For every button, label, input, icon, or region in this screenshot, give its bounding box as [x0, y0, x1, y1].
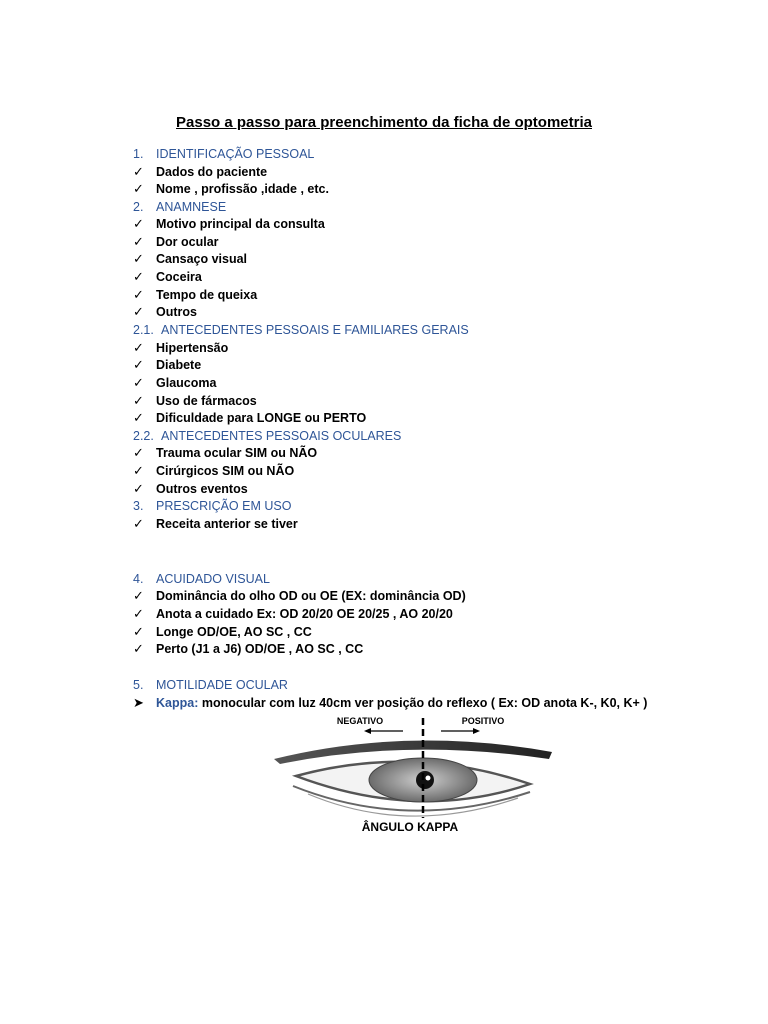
section-label: ACUIDADO VISUAL: [156, 572, 270, 586]
section-label: ANTECEDENTES PESSOAIS OCULARES: [161, 429, 402, 443]
section-number: 1.: [133, 147, 144, 161]
pupil: [416, 771, 434, 789]
item-text: Outros eventos: [156, 482, 248, 496]
check-icon: ✓: [133, 287, 144, 302]
check-icon: ✓: [133, 393, 144, 408]
check-icon: ✓: [133, 481, 144, 496]
section-label: ANAMNESE: [156, 200, 227, 214]
list-item: [133, 444, 317, 462]
list-item: [133, 250, 247, 268]
list-item: [133, 480, 248, 498]
item-text: Diabete: [156, 358, 202, 372]
check-icon: ✓: [133, 251, 144, 266]
section-number: 2.: [133, 200, 144, 214]
list-item: [133, 515, 298, 533]
check-icon: ✓: [133, 445, 144, 460]
section-heading-4: [133, 570, 270, 588]
item-text: Trauma ocular SIM ou NÃO: [156, 446, 318, 460]
list-item: [133, 303, 197, 321]
item-text: Receita anterior se tiver: [156, 517, 298, 531]
item-text: Dificuldade para LONGE ou PERTO: [156, 411, 367, 425]
list-item: [133, 392, 257, 410]
item-text: Coceira: [156, 270, 202, 284]
section-number: 4.: [133, 572, 144, 586]
check-icon: ✓: [133, 340, 144, 355]
list-item: [133, 268, 202, 286]
positive-arrow-icon: [441, 728, 480, 734]
section-heading-3: [133, 497, 291, 515]
list-item: [133, 374, 216, 392]
check-icon: ✓: [133, 304, 144, 319]
negative-label: NEGATIVO: [336, 716, 384, 726]
item-text: Dados do paciente: [156, 165, 268, 179]
check-icon: ✓: [133, 588, 144, 603]
check-icon: ✓: [133, 410, 144, 425]
item-text: Motivo principal da consulta: [156, 217, 325, 231]
item-text: Nome , profissão ,idade , etc.: [156, 182, 329, 196]
item-text: Glaucoma: [156, 376, 217, 390]
section-number: 5.: [133, 678, 144, 692]
positive-label: POSITIVO: [461, 716, 505, 726]
item-text: Hipertensão: [156, 341, 229, 355]
check-icon: ✓: [133, 164, 144, 179]
item-text: Tempo de queixa: [156, 288, 258, 302]
section-number: 3.: [133, 499, 144, 513]
list-item: [133, 233, 219, 251]
kappa-angle-diagram: [268, 714, 558, 834]
list-item: [133, 180, 329, 198]
item-text: Perto (J1 a J6) OD/OE , AO SC , CC: [156, 642, 364, 656]
check-icon: ✓: [133, 641, 144, 656]
check-icon: ✓: [133, 234, 144, 249]
section-label: PRESCRIÇÃO EM USO: [156, 499, 292, 513]
section-heading-2-1: [133, 321, 469, 339]
list-item-kappa: [133, 694, 647, 712]
check-icon: ✓: [133, 357, 144, 372]
section-heading-5: [133, 676, 288, 694]
check-icon: ✓: [133, 181, 144, 196]
negative-arrow-icon: [364, 728, 403, 734]
item-text: Longe OD/OE, AO SC , CC: [156, 625, 312, 639]
check-icon: ✓: [133, 269, 144, 284]
check-icon: ✓: [133, 606, 144, 621]
item-text: Outros: [156, 305, 197, 319]
list-item: [133, 286, 257, 304]
list-item: [133, 462, 294, 480]
list-item: [133, 163, 267, 181]
list-item: [133, 640, 363, 658]
section-number: 2.1.: [133, 323, 154, 337]
list-item: [133, 587, 466, 605]
list-item: [133, 215, 325, 233]
item-text: Uso de fármacos: [156, 394, 257, 408]
section-label: MOTILIDADE OCULAR: [156, 678, 288, 692]
check-icon: ✓: [133, 375, 144, 390]
kappa-label: Kappa:: [156, 696, 199, 710]
light-reflex: [426, 776, 431, 781]
check-icon: ✓: [133, 516, 144, 531]
section-label: ANTECEDENTES PESSOAIS E FAMILIARES GERAIS: [161, 323, 469, 337]
list-item: [133, 623, 312, 641]
check-icon: ✓: [133, 463, 144, 478]
item-text: Anota a cuidado Ex: OD 20/20 OE 20/25 , AO 20/20: [156, 607, 453, 621]
list-item: [133, 605, 453, 623]
check-icon: ✓: [133, 216, 144, 231]
arrow-bullet-icon: ➤: [133, 695, 144, 710]
section-heading-2-2: [133, 427, 401, 445]
section-label: IDENTIFICAÇÃO PESSOAL: [156, 147, 315, 161]
item-text: Cansaço visual: [156, 252, 248, 266]
section-number: 2.2.: [133, 429, 154, 443]
kappa-text: monocular com luz 40cm ver posição do reflexo ( Ex: OD anota K-, K0, K+ ): [198, 696, 648, 710]
section-heading-1: [133, 145, 314, 163]
list-item: [133, 409, 366, 427]
item-text: Dominância do olho OD ou OE (EX: dominância OD): [156, 589, 466, 603]
section-heading-2: [133, 198, 226, 216]
list-item: [133, 356, 201, 374]
item-text: Cirúrgicos SIM ou NÃO: [156, 464, 295, 478]
kappa-angle-label: ÂNGULO KAPPA: [361, 820, 459, 834]
list-item: [133, 339, 228, 357]
check-icon: ✓: [133, 624, 144, 639]
document-title: Passo a passo para preenchimento da ficha de optometria: [176, 114, 592, 131]
item-text: Dor ocular: [156, 235, 219, 249]
